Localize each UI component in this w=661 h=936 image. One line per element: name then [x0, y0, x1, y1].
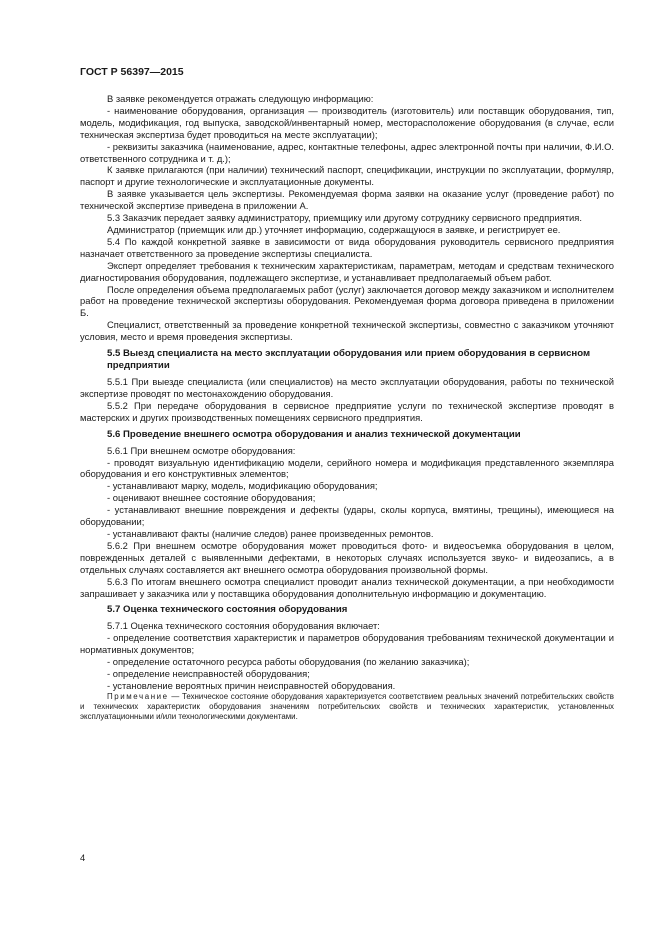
paragraph: 5.6.3 По итогам внешнего осмотра специалист проводит анализ технической документации, а при необходимости запрашивает у заказчика или у поставщика оборудования дополнительную информацию и документацию.: [80, 575, 614, 599]
paragraph: - проводят визуальную идентификацию модели, серийного номера и модификация представленного экземпляра оборудования и его конструктивных элементов;: [80, 456, 614, 480]
paragraph: Администратор (приемщик или др.) уточняет информацию, содержащуюся в заявке, и регистрирует ее.: [107, 223, 561, 235]
paragraph: В заявке указывается цель экспертизы. Рекомендуемая форма заявки на оказание услуг (проведение работ) по технической экспертизе приведена в приложении А.: [80, 188, 614, 212]
paragraph: - установление вероятных причин неисправностей оборудования.: [107, 679, 396, 691]
paragraph: К заявке прилагаются (при наличии) технический паспорт, спецификации, инструкции по эксплуатации, формуляр, паспорт и другие технологические и эксплуатационные документы.: [80, 164, 614, 188]
heading-5-6: 5.6 Проведение внешнего осмотра оборудования и анализ технической документации: [107, 428, 521, 440]
section-5-6: [80, 445, 614, 600]
paragraph: - определение неисправностей оборудования;: [107, 668, 310, 680]
document-body: [80, 93, 614, 722]
section-application-info: [80, 93, 614, 343]
paragraph: После определения объема предполагаемых работ (услуг) заключается договор между заказчиком и исполнителем работ на проведение технической экспертизы оборудования. Рекомендуемая форма договора приведена в приложении Б.: [80, 283, 614, 319]
note-label: Примечание: [107, 691, 169, 701]
paragraph: В заявке рекомендуется отражать следующую информацию:: [107, 93, 374, 104]
paragraph: Эксперт определяет требования к техническим характеристикам, параметрам, методам и средствам технического диагностирования оборудования, подлежащего экспертизе, и устанавливает предполагаемый объем работ.: [80, 259, 614, 283]
paragraph: 5.3 Заказчик передает заявку администратору, приемщику или другому сотруднику сервисного предприятия.: [107, 212, 582, 224]
paragraph: 5.4 По каждой конкретной заявке в зависимости от вида оборудования руководитель сервисного предприятия назначает ответственного за проведение экспертизы специалиста.: [80, 235, 614, 259]
note: [80, 692, 614, 723]
paragraph: 5.6.2 При внешнем осмотре оборудования может проводиться фото- и видеосъемка оборудования в целом, поврежденных деталей с выявленными дефектами, в некоторых случаях используется звуко- и видеозапись, а в отдельных случаях составляется акт внешнего осмотра оборудования произвольной формы.: [80, 539, 614, 575]
section-5-7: [80, 620, 614, 691]
section-5-5: [80, 376, 614, 424]
paragraph: 5.7.1 Оценка технического состояния оборудования включает:: [107, 620, 380, 632]
paragraph: Специалист, ответственный за проведение конкретной технической экспертизы, совместно с заказчиком уточняют условия, место и время проведения экспертизы.: [80, 319, 614, 343]
paragraph: - оценивают внешнее состояние оборудования;: [107, 492, 316, 504]
paragraph: - устанавливают факты (наличие следов) ранее произведенных ремонтов.: [107, 528, 434, 539]
heading-5-7: 5.7 Оценка технического состояния оборудования: [107, 604, 348, 616]
paragraph: - наименование оборудования, организация — производитель (изготовитель) или поставщик оборудования, тип, модель, модификация, год выпуска, заводской/инвентарный номер, месторасположение оборудования (в случае, если техническая экспертиза будет проводиться на месте эксплуатации);: [80, 104, 614, 140]
paragraph: - определение остаточного ресурса работы оборудования (по желанию заказчика);: [107, 656, 470, 668]
paragraph: 5.5.2 При передаче оборудования в сервисное предприятие услуги по технической экспертизе проводят в мастерских и других производственных помещениях сервисного предприятия.: [80, 399, 614, 423]
note-text: — Техническое состояние оборудования характеризуется соответствием реальных значений потребительских свойств и технических характеристик оборудования значениям потребительских свойств и технических характеристик, установленных эксплуатационными и/или технологическими документами.: [80, 691, 614, 722]
paragraph: - устанавливают марку, модель, модификацию оборудования;: [107, 480, 378, 492]
paragraph: 5.5.1 При выезде специалиста (или специалистов) на место эксплуатации оборудования, работы по технической экспертизе проводят по местонахождению оборудования.: [80, 376, 614, 399]
paragraph: 5.6.1 При внешнем осмотре оборудования:: [107, 444, 296, 456]
paragraph: - устанавливают внешние повреждения и дефекты (удары, сколы корпуса, вмятины, трещины), имеющиеся на оборудовании;: [80, 504, 614, 528]
paragraph: - определение соответствия характеристик и параметров оборудования требованиям технической документации и нормативных документов;: [80, 632, 614, 656]
heading-5-5: 5.5 Выезд специалиста на место эксплуатации оборудования или прием оборудования в сервисном предприятии: [107, 348, 591, 372]
page-number: 4: [80, 852, 86, 863]
paragraph: - реквизиты заказчика (наименование, адрес, контактные телефоны, адрес электронной почты при наличии, Ф.И.О. ответственного сотрудника и т. д.);: [80, 140, 614, 164]
standard-header: ГОСТ Р 56397—2015: [80, 66, 184, 78]
